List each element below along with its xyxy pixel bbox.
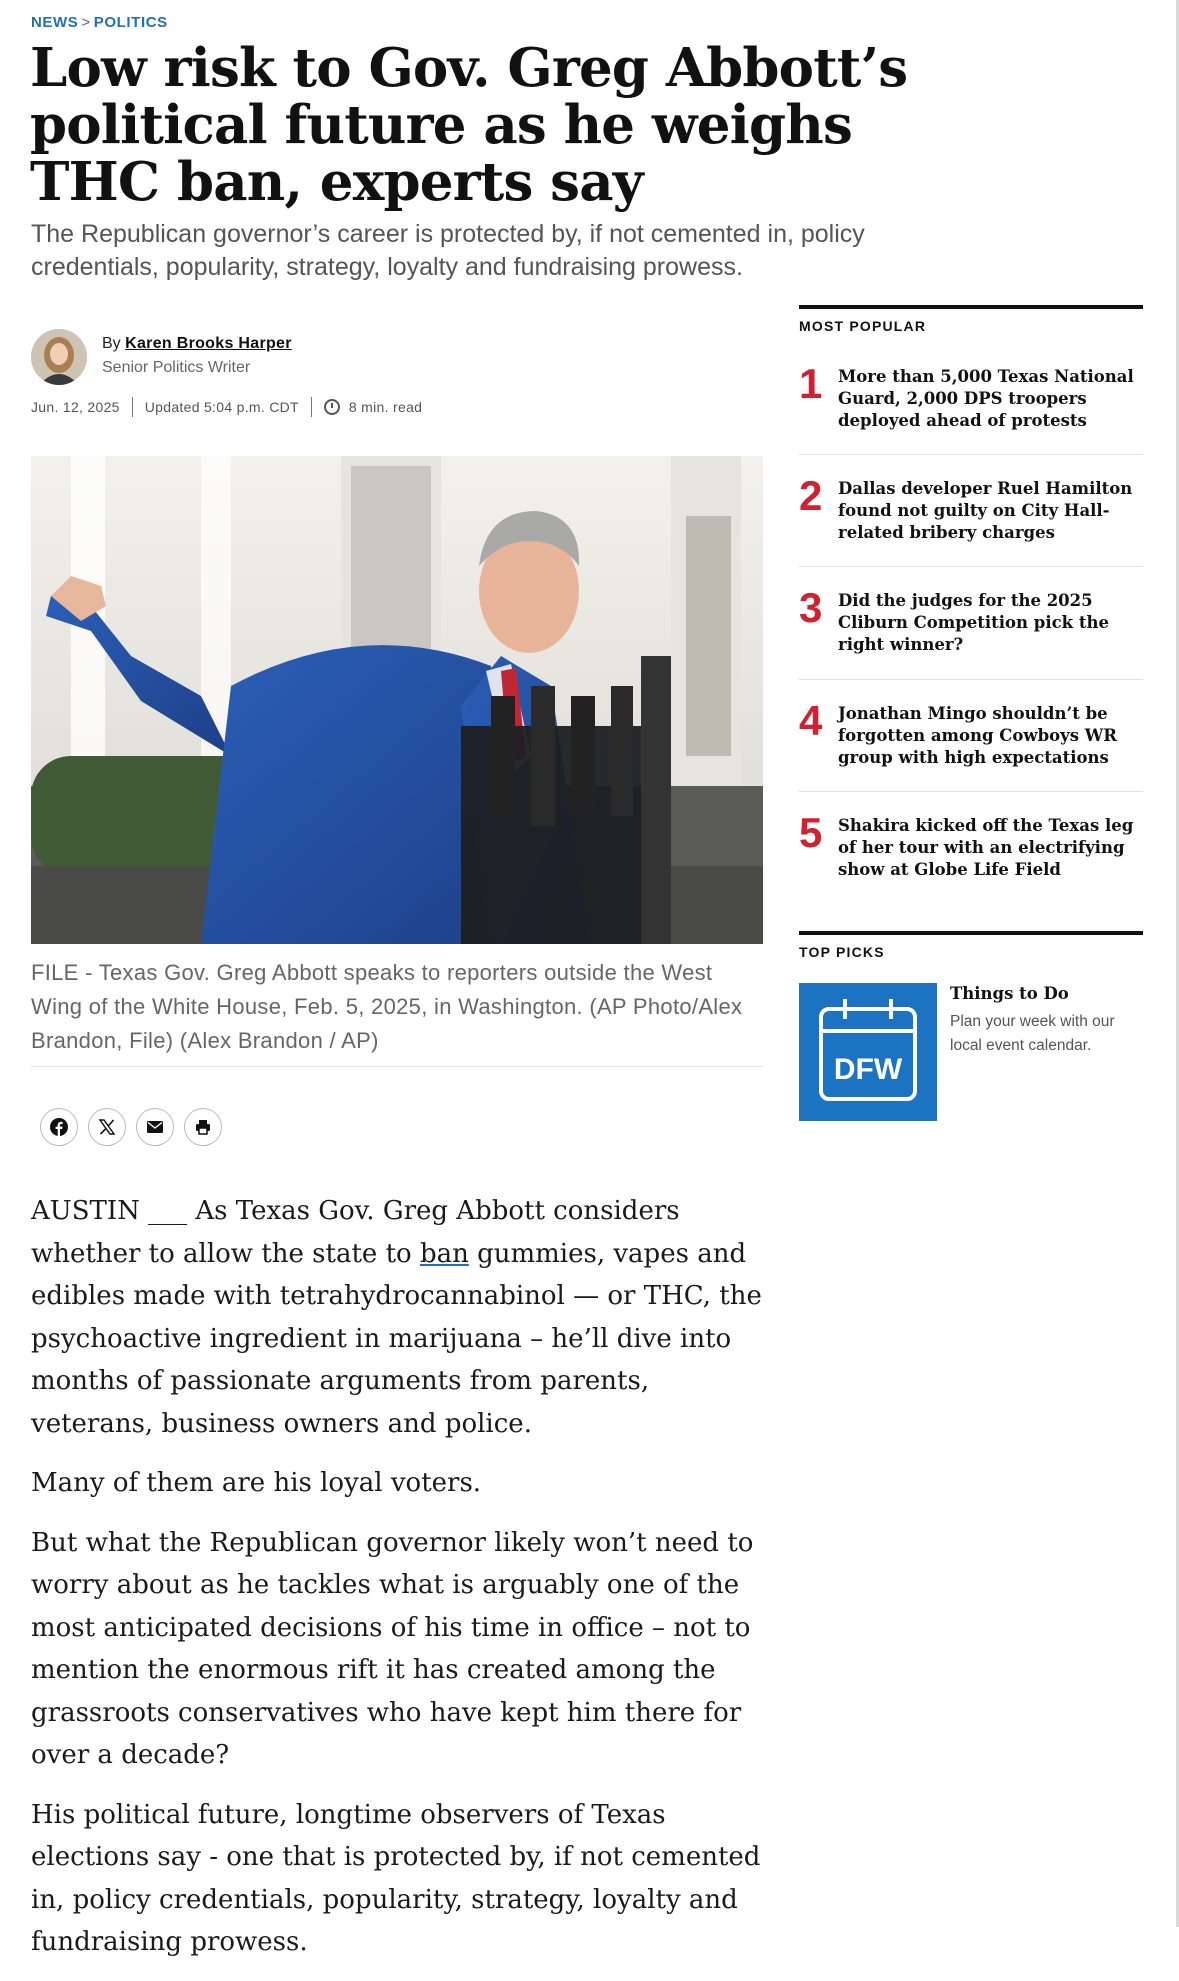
ban-link[interactable]: ban xyxy=(419,1238,469,1269)
popular-rank: 5 xyxy=(799,809,823,856)
meta-divider xyxy=(132,397,133,417)
popular-title[interactable]: Did the judges for the 2025 Cliburn Competition pick the right winner? xyxy=(838,591,1109,654)
body-paragraph xyxy=(31,1190,763,1445)
top-pick-title[interactable]: Things to Do xyxy=(950,984,1069,1003)
meta-divider xyxy=(311,397,312,417)
print-button[interactable] xyxy=(184,1108,222,1146)
dfw-logo-text: DFW xyxy=(833,1053,903,1086)
article-headline: Low risk to Gov. Greg Abbott’s political future as he weighs THC ban, experts say xyxy=(30,37,908,213)
read-time: 8 min. read xyxy=(348,399,423,415)
author-role: Senior Politics Writer xyxy=(102,359,251,376)
publish-date: Jun. 12, 2025 xyxy=(31,399,120,415)
x-icon xyxy=(98,1118,116,1136)
popular-title[interactable]: Shakira kicked off the Texas leg of her tour with an electrifying show at Globe Life Field xyxy=(838,816,1134,879)
facebook-share-button[interactable] xyxy=(40,1108,78,1146)
byline xyxy=(102,335,292,353)
popular-divider xyxy=(799,679,1143,680)
popular-rank: 3 xyxy=(799,584,823,631)
body-paragraph: His political future, longtime observers of Texas elections say - one that is protected by, if not cemented in, policy credentials, popularity, strategy, loyalty and fundraising prowess. xyxy=(31,1799,761,1957)
popular-rank: 4 xyxy=(799,697,823,744)
popular-title[interactable]: Dallas developer Ruel Hamilton found not guilty on City Hall-related bribery charges xyxy=(838,479,1133,542)
top-pick-desc: Plan your week with our local event calendar. xyxy=(950,1013,1115,1054)
calendar-icon xyxy=(799,983,937,1121)
top-picks-rule xyxy=(799,931,1143,935)
popular-title[interactable]: More than 5,000 Texas National Guard, 2,000 DPS troopers deployed ahead of protests xyxy=(838,367,1134,430)
print-icon xyxy=(194,1118,212,1136)
body-paragraph: Many of them are his loyal voters. xyxy=(31,1468,482,1498)
breadcrumb-separator: > xyxy=(81,14,91,31)
body-text: AUSTIN ___ As Texas Gov. Greg Abbott considers whether to allow the state to xyxy=(31,1196,680,1269)
body-text: gummies, vapes and edibles made with tetrahydrocannabinol — or THC, the psychoactive ingredient in marijuana – he’ll dive into months of passionate arguments from parents, veterans, business owners and police. xyxy=(31,1238,762,1439)
popular-divider xyxy=(799,566,1143,567)
popular-title[interactable]: Jonathan Mingo shouldn’t be forgotten among Cowboys WR group with high expectations xyxy=(838,704,1118,767)
updated-time: Updated 5:04 p.m. CDT xyxy=(144,399,299,415)
article-meta xyxy=(31,397,422,417)
breadcrumb-politics-link[interactable]: POLITICS xyxy=(93,14,168,31)
top-picks-label: TOP PICKS xyxy=(799,944,885,960)
body-paragraph: But what the Republican governor likely won’t need to worry about as he tackles what is arguably one of the most anticipated decisions of his time in office – not to mention the enormous rift it has created among the grassroots conservatives who have kept him there for over a decade? xyxy=(31,1527,754,1770)
lead-photo[interactable] xyxy=(31,456,763,944)
caption-divider xyxy=(31,1066,763,1067)
share-bar xyxy=(40,1108,222,1146)
email-share-button[interactable] xyxy=(136,1108,174,1146)
breadcrumb xyxy=(31,14,168,31)
article-dek: The Republican governor’s career is protected by, if not cemented in, policy credentials, popularity, strategy, loyalty and fundraising prowess. xyxy=(31,220,865,281)
most-popular-rule xyxy=(799,305,1143,309)
popular-rank: 1 xyxy=(799,360,823,407)
author-name-link[interactable]: Karen Brooks Harper xyxy=(125,335,292,352)
facebook-icon xyxy=(50,1118,68,1136)
author-avatar[interactable] xyxy=(31,329,87,385)
popular-rank: 2 xyxy=(799,472,823,519)
photo-caption: FILE - Texas Gov. Greg Abbott speaks to reporters outside the West Wing of the White House, Feb. 5, 2025, in Washington. (AP Photo/Alex Brandon, File) (Alex Brandon / AP) xyxy=(31,960,743,1053)
popular-divider xyxy=(799,454,1143,455)
clock-icon xyxy=(324,399,340,415)
top-pick-image[interactable] xyxy=(799,983,937,1121)
article-body xyxy=(31,1190,763,1981)
most-popular-label: MOST POPULAR xyxy=(799,318,927,334)
breadcrumb-news-link[interactable]: NEWS xyxy=(31,14,79,31)
email-icon xyxy=(146,1120,164,1134)
popular-divider xyxy=(799,791,1143,792)
x-share-button[interactable] xyxy=(88,1108,126,1146)
byline-prefix: By xyxy=(102,335,121,352)
